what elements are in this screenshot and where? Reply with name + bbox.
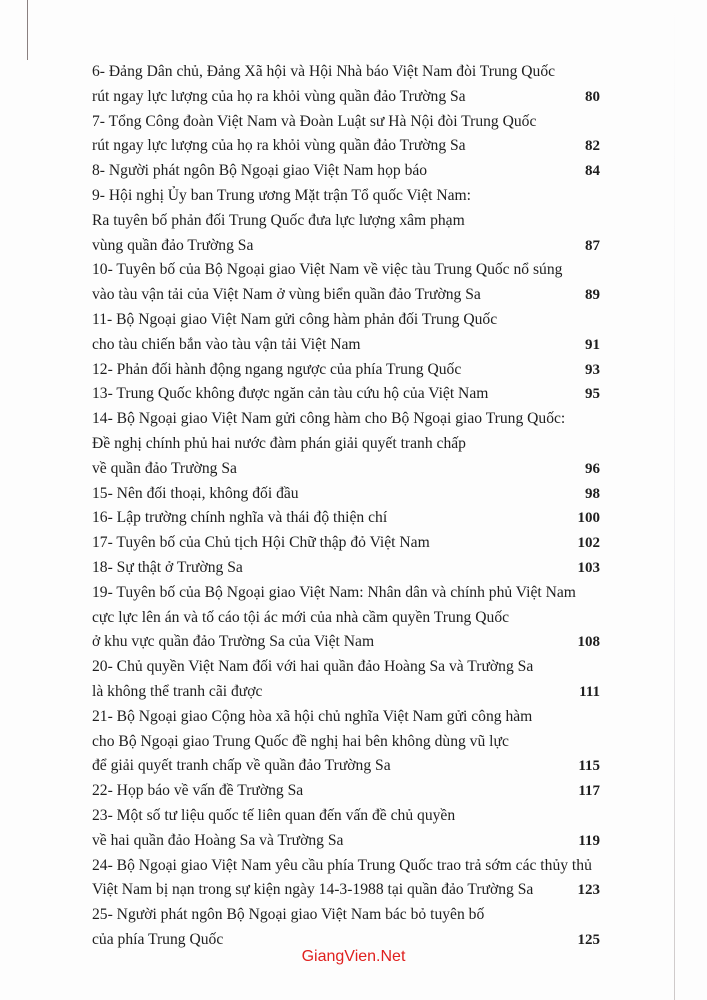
toc-entry (92, 60, 612, 85)
toc-entry-text: về quần đảo Trường Sa (92, 459, 237, 477)
toc-entry-text: Ra tuyên bố phản đối Trung Quốc đưa lực lượng xâm phạm (92, 211, 465, 229)
toc-entry-text: 20- Chủ quyền Việt Nam đối với hai quần đảo Hoàng Sa và Trường Sa (92, 658, 534, 676)
toc-entry (92, 903, 612, 928)
toc-entry-continuation (92, 680, 612, 705)
toc-entry-continuation (92, 85, 612, 110)
toc-entry-continuation (92, 283, 612, 308)
toc-entry (92, 110, 612, 135)
toc-entry-text: 11- Bộ Ngoại giao Việt Nam gửi công hàm phản đối Trung Quốc (92, 310, 498, 328)
toc-page-number: 125 (577, 931, 600, 948)
toc-entry-text: ở khu vực quần đảo Trường Sa của Việt Nam (92, 633, 375, 651)
toc-entry-text: 23- Một số tư liệu quốc tế liên quan đến vấn đề chủ quyền (92, 806, 456, 824)
toc-entry-text: Đề nghị chính phủ hai nước đàm phán giải quyết tranh chấp (92, 434, 466, 452)
toc-page-number: 115 (578, 758, 600, 775)
toc-entry-continuation (92, 209, 612, 234)
toc-entry-text: vùng quần đảo Trường Sa (92, 236, 254, 254)
toc-entry-continuation (92, 432, 612, 457)
toc-entry-text: rút ngay lực lượng của họ ra khỏi vùng quần đảo Trường Sa (92, 87, 466, 105)
toc-page-number: 82 (585, 138, 600, 155)
toc-entry-text: là không thể tranh cãi được (92, 682, 263, 700)
toc-page-number: 98 (585, 485, 600, 502)
toc-page-number: 102 (577, 535, 600, 552)
toc-page-number: 111 (579, 683, 600, 700)
toc-entry-continuation (92, 606, 612, 631)
toc-entry (92, 556, 612, 581)
toc-page-number: 95 (585, 386, 600, 403)
toc-entry-text: 24- Bộ Ngoại giao Việt Nam yêu cầu phía Trung Quốc trao trả sớm các thủy thủ (92, 856, 592, 874)
toc-entry-text: cực lực lên án và tố cáo tội ác mới của nhà cầm quyền Trung Quốc (92, 608, 510, 626)
toc-entry (92, 581, 612, 606)
toc-page-number: 96 (585, 460, 600, 477)
toc-entry-text: 17- Tuyên bố của Chủ tịch Hội Chữ thập đỏ Việt Nam (92, 534, 430, 552)
toc-entry-text: vào tàu vận tải của Việt Nam ở vùng biển quần đảo Trường Sa (92, 286, 481, 304)
toc-entry-text: cho tàu chiến bắn vào tàu vận tải Việt Nam (92, 335, 361, 353)
toc-entry-continuation (92, 134, 612, 159)
toc-page-number: 108 (577, 634, 600, 651)
toc-entry-text: 6- Đảng Dân chủ, Đảng Xã hội và Hội Nhà báo Việt Nam đòi Trung Quốc (92, 63, 556, 80)
toc-entry (92, 358, 612, 383)
toc-entry-text: 15- Nên đối thoại, không đối đầu (92, 484, 299, 502)
toc-entry-text: 7- Tổng Công đoàn Việt Nam và Đoàn Luật sư Hà Nội đòi Trung Quốc (92, 112, 537, 130)
toc-page-number: 87 (585, 237, 600, 254)
toc-entry-continuation (92, 878, 612, 903)
toc-entry-continuation (92, 829, 612, 854)
toc-entry-text: 12- Phản đối hành động ngang ngược của phía Trung Quốc (92, 360, 462, 378)
toc-entry-text: 14- Bộ Ngoại giao Việt Nam gửi công hàm cho Bộ Ngoại giao Trung Quốc: (92, 410, 566, 428)
toc-entry (92, 705, 612, 730)
toc-entry-text: Việt Nam bị nạn trong sự kiện ngày 14-3-1988 tại quần đảo Trường Sa (92, 881, 534, 899)
toc-entry-text: 18- Sự thật ở Trường Sa (92, 558, 243, 576)
toc-entry (92, 655, 612, 680)
toc-entry-text: để giải quyết tranh chấp về quần đảo Trường Sa (92, 757, 391, 775)
toc-entry (92, 779, 612, 804)
toc-entry (92, 184, 612, 209)
toc-entry (92, 159, 612, 184)
toc-page-number: 100 (577, 510, 600, 527)
toc-page-number: 89 (585, 287, 600, 304)
toc-entry-text: 8- Người phát ngôn Bộ Ngoại giao Việt Nam họp báo (92, 162, 428, 180)
toc-page-number: 80 (585, 88, 600, 105)
page-edge-left (27, 0, 28, 60)
toc-entry-text: 21- Bộ Ngoại giao Cộng hòa xã hội chủ nghĩa Việt Nam gửi công hàm (92, 707, 533, 725)
toc-entry (92, 506, 612, 531)
toc-entry (92, 407, 612, 432)
toc-entry (92, 531, 612, 556)
toc-entry-text: rút ngay lực lượng của họ ra khỏi vùng quần đảo Trường Sa (92, 137, 466, 155)
toc-entry-text: cho Bộ Ngoại giao Trung Quốc đề nghị hai bên không dùng vũ lực (92, 732, 509, 750)
toc-entry-text: 22- Họp báo về vấn đề Trường Sa (92, 782, 304, 800)
toc-page-number: 93 (585, 361, 600, 378)
toc-entry-text: 13- Trung Quốc không được ngăn cản tàu cứu hộ của Việt Nam (92, 385, 489, 403)
toc-page-number: 119 (578, 832, 600, 849)
toc-entry (92, 854, 612, 879)
toc-entry-text: về hai quần đảo Hoàng Sa và Trường Sa (92, 831, 344, 849)
toc-entry (92, 382, 612, 407)
toc-entry-continuation (92, 730, 612, 755)
watermark: GiangVien.Net (301, 948, 406, 965)
table-of-contents (92, 60, 612, 953)
toc-entry-text: 9- Hội nghị Ủy ban Trung ương Mặt trận Tổ quốc Việt Nam: (92, 186, 472, 204)
toc-entry-continuation (92, 333, 612, 358)
toc-page-number: 123 (577, 882, 600, 899)
toc-page-number: 84 (585, 163, 600, 180)
toc-entry-continuation (92, 457, 612, 482)
toc-entry-continuation (92, 630, 612, 655)
toc-entry-continuation (92, 234, 612, 259)
page-edge-right (674, 0, 675, 1000)
toc-entry (92, 482, 612, 507)
toc-entry-text: 25- Người phát ngôn Bộ Ngoại giao Việt Nam bác bỏ tuyên bố (92, 906, 485, 924)
toc-entry-text: 10- Tuyên bố của Bộ Ngoại giao Việt Nam về việc tàu Trung Quốc nổ súng (92, 261, 563, 279)
toc-page-number: 117 (578, 783, 600, 800)
toc-entry-continuation (92, 754, 612, 779)
toc-page-number: 91 (585, 336, 600, 353)
toc-entry-text: 16- Lập trường chính nghĩa và thái độ thiện chí (92, 509, 388, 527)
toc-entry-text: 19- Tuyên bố của Bộ Ngoại giao Việt Nam: Nhân dân và chính phủ Việt Nam (92, 583, 576, 601)
toc-entry (92, 308, 612, 333)
toc-entry-text: của phía Trung Quốc (92, 930, 224, 948)
toc-entry (92, 804, 612, 829)
toc-page-number: 103 (577, 559, 600, 576)
toc-entry (92, 258, 612, 283)
